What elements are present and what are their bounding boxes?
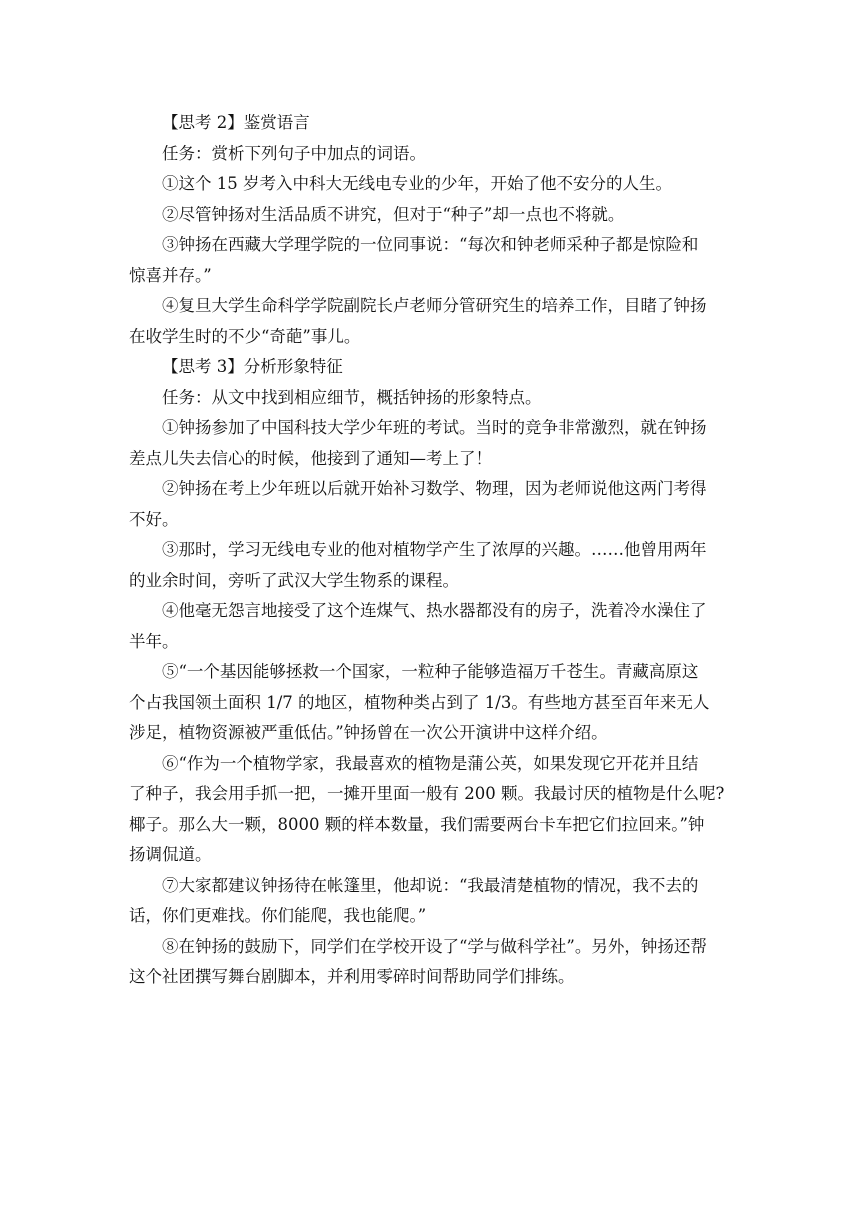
list-item [129,657,734,749]
paragraph-line: 惊喜并存。” [129,265,212,285]
list-item [129,291,734,352]
list-item [129,200,734,231]
list-item [129,474,734,535]
paragraph-line: 涉足，植物资源被严重低估。”钟扬曾在一次公开演讲中这样介绍。 [129,723,608,742]
list-item [129,169,734,200]
paragraph-line: ⑥“作为一个植物学家，我最喜欢的植物是蒲公英，如果发现它开花并且结 [162,753,699,773]
section-heading: 【思考 2】鉴赏语言 [162,113,310,132]
paragraph-line: ④他毫无怨言地接受了这个连煤气、热水器都没有的房子，洗着冷水澡住了 [162,601,707,620]
paragraph-line: ④复旦大学生命科学学院副院长卢老师分管研究生的培养工作，目睹了钟扬 [162,296,707,315]
list-item [129,413,734,474]
paragraph-line: 扬调侃道。 [129,845,212,864]
list-item [129,749,734,871]
list-item [129,596,734,657]
list-item [129,871,734,932]
paragraph-line: 差点儿失去信心的时候，他接到了通知—考上了！ [129,448,492,468]
list-item [129,932,734,993]
section-heading: 【思考 3】分析形象特征 [162,357,343,376]
paragraph-line: ③那时，学习无线电专业的他对植物学产生了浓厚的兴趣。……他曾用两年 [162,540,707,559]
paragraph-line: 个占我国领土面积 1/7 的地区，植物种类占到了 1/3。有些地方甚至百年来无人 [129,692,710,712]
paragraph-line: ②钟扬在考上少年班以后就开始补习数学、物理，因为老师说他这两门考得 [162,479,707,498]
list-item [129,535,734,596]
paragraph-line: ②尽管钟扬对生活品质不讲究，但对于“种子”却一点也不将就。 [162,204,625,224]
paragraph-line: ③钟扬在西藏大学理学院的一位同事说：“每次和钟老师采种子都是惊险和 [162,235,699,254]
paragraph-line: ①这个 15 岁考入中科大无线电专业的少年，开始了他不安分的人生。 [162,174,672,193]
list-item [129,230,734,291]
paragraph-line: 在收学生时的不少“奇葩”事儿。 [129,326,361,346]
paragraph-line: ⑤“一个基因能够拯救一个国家，一粒种子能够造福万千苍生。青藏高原这 [162,662,699,681]
paragraph-line: 了种子，我会用手抓一把，一摊开里面一般有 200 颗。我最讨厌的植物是什么呢? [129,784,725,803]
paragraph-line: ①钟扬参加了中国科技大学少年班的考试。当时的竞争非常激烈，就在钟扬 [162,418,707,437]
paragraph-line: 不好。 [129,509,179,529]
paragraph-line: ⑦大家都建议钟扬待在帐篷里，他却说：“我最清楚植物的情况，我不去的 [162,875,699,895]
document-page [129,108,734,993]
paragraph-line: ⑧在钟扬的鼓励下，同学们在学校开设了“学与做科学社”。另外，钟扬还帮 [162,936,707,956]
paragraph-line: 话，你们更难找。你们能爬，我也能爬。” [129,906,427,925]
paragraph-line: 椰子。那么大一颗，8000 颗的样本数量，我们需要两台卡车把它们拉回来。”钟 [129,814,705,834]
paragraph-line: 半年。 [129,631,179,651]
section-task: 任务：从文中找到相应细节，概括钟扬的形象特点。 [162,387,542,407]
paragraph-line: 的业余时间，旁听了武汉大学生物系的课程。 [129,570,459,590]
paragraph-line: 这个社团撰写舞台剧脚本，并利用零碎时间帮助同学们排练。 [129,967,575,986]
section-task: 任务：赏析下列句子中加点的词语。 [162,143,426,163]
